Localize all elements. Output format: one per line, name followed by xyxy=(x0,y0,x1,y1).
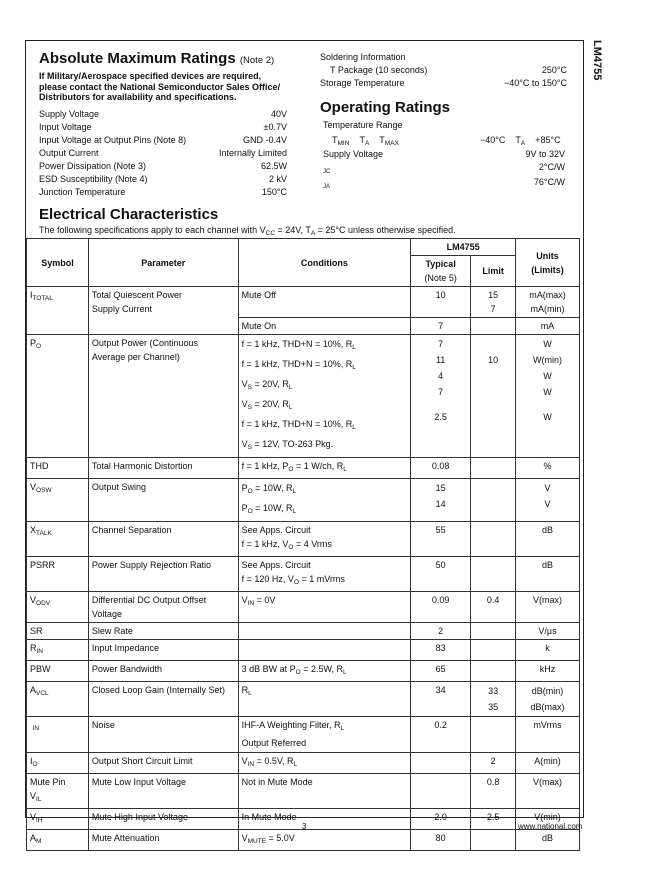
temp-range-label: Temperature Range xyxy=(323,120,403,130)
table-row: $A_{VCL}$ Closed Loop Gain (Internally Set) $R_L$ 34 33 35 dB(min) dB(max) xyxy=(27,682,580,717)
abs-row: Input Voltage at Output Pins (Note 8) GND -0.4V xyxy=(39,135,287,145)
operating-title: Operating Ratings xyxy=(320,99,451,116)
table-row: $R_{IN}$ Input Impedance 83 k xyxy=(27,640,580,661)
table-row: $A_M$ Mute Attenuation $V_{MUTE} = 5.0V$ 80 dB xyxy=(27,830,580,851)
abs-row: Output Current Internally Limited xyxy=(39,148,287,158)
footer-site-link[interactable]: www.national.com xyxy=(518,822,583,831)
table-row: $I_{TOTAL}$ Total Quiescent Power Supply Current Mute Off 10 15 7 mA(max) mA(min) xyxy=(27,287,580,318)
soldering-block: Soldering Information T Package (10 seconds) 250°C Storage Temperature −40°C to 150°C xyxy=(320,52,567,88)
table-row: Mute Pin $V_{IL}$ Mute Low Input Voltage Not in Mute Mode 0.8 V(max) xyxy=(27,774,580,809)
ec-intro: The following specifications apply to each channel with $V_{CC} = 24V$, $T_A = 25^\circ C$ unless otherwise specified. xyxy=(39,225,456,237)
page-number: 3 xyxy=(302,822,307,831)
table-row: $V_{OSW}$ Output Swing $P_O = 10W$, $R_L$ $P_O = 10W$, $R_L$ 15 14 V V xyxy=(27,479,580,522)
abs-max-title: Absolute Maximum Ratings (Note 2) xyxy=(39,50,275,67)
header-typical: Typical (Note 5) xyxy=(411,256,471,287)
table-row: $V_{IH}$ Mute High Input Voltage In Mute Mode 2.0 2.5 V(min) xyxy=(27,809,580,830)
abs-row: Supply Voltage 40V xyxy=(39,109,287,119)
header-limit: Limit xyxy=(471,256,516,287)
abs-row: Power Dissipation (Note 3) 62.5W xyxy=(39,161,287,171)
table-row: PBW Power Bandwidth 3 dB BW at $P_O = 2.5W$, $R_L$ 65 kHz xyxy=(27,661,580,682)
temp-values: −40°C $T_A$ +85°C xyxy=(480,135,561,147)
header-device: LM4755 xyxy=(411,239,516,256)
ec-title: Electrical Characteristics xyxy=(39,206,219,223)
table-row: $I_O$ Output Short Circuit Limit $V_{IN} = 0.5V$, $R_L$ 2 A(min) xyxy=(27,753,580,774)
table-row: $_{IN}$ Noise IHF-A Weighting Filter, $R_L$ Output Referred 0.2 mVrms xyxy=(27,717,580,753)
abs-max-notice: If Military/Aerospace specified devices are required, please contact the National Semiconductor Sales Office/ Distributors for availability and specifications. xyxy=(39,71,281,102)
abs-row: ESD Susceptibility (Note 4) 2 kV xyxy=(39,174,287,184)
temp-symbols: $T_{MIN}$ $T_A$ $T_{MAX}$ xyxy=(332,135,399,147)
table-row: $P_O$ Output Power (Continuous Average per Channel) f = 1 kHz, THD+N = 10%, $R_L$ f = 1 kHz, THD+N = 10%, $R_L$ $V_S = 20V$, $R_L$ $V_S = 20V$, $R_L$ f = 1 kHz, THD+N = 10%, $R_L$ $V_S = 12V$, TO-263 Pkg. 7 11 4 7 2.5 10 W W(min) W W W xyxy=(27,335,580,458)
abs-row: Input Voltage ±0.7V xyxy=(39,122,287,132)
side-title: LM4755 xyxy=(591,40,603,81)
header-parameter: Parameter xyxy=(88,239,238,287)
operating-list: Supply Voltage 9V to 32V JC 2°C/W JA 76°C/W xyxy=(323,149,565,190)
table-row: $X_{TALK}$ Channel Separation See Apps. Circuit f = 1 kHz, $V_O = 4$ Vrms 55 dB xyxy=(27,522,580,557)
abs-max-list xyxy=(39,108,287,199)
table-row: THD Total Harmonic Distortion f = 1 kHz, $P_O = 1$ W/ch, $R_L$ 0.08 % xyxy=(27,458,580,479)
table-row: $V_{ODV}$ Differential DC Output Offset Voltage $V_{IN} = 0V$ 0.09 0.4 V(max) xyxy=(27,592,580,623)
header-units: Units (Limits) xyxy=(516,239,580,287)
header-conditions: Conditions xyxy=(238,239,411,287)
table-row: SR Slew Rate 2 V/µs xyxy=(27,623,580,640)
abs-row: Junction Temperature 150°C xyxy=(39,187,287,197)
table-row: PSRR Power Supply Rejection Ratio See Apps. Circuit f = 120 Hz, $V_O = 1$ mVrms 50 dB xyxy=(27,557,580,592)
ec-table xyxy=(26,238,583,851)
table-row: Mute On 7 mA xyxy=(27,318,580,335)
header-symbol: Symbol xyxy=(27,239,89,287)
